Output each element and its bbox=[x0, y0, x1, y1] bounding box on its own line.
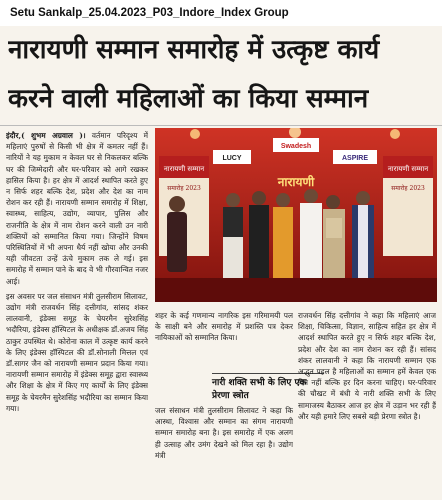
article-col2-bottom-text: जल संसाधन मंत्री तुलसीराम सिलावट ने कहा कि आस्था, विश्वास और सम्मान का संगम नारायणी सम्मान समारोह बना है। इस समारोह में एक अलग ही उत्साह और उमंग देखने को मिल रहा है। उद्योग मंत्री bbox=[155, 406, 293, 460]
article-guests-text: इस अवसर पर जल संसाधन मंत्री तुलसीराम सिलावट, उद्योग मंत्री राजवर्धन सिंह दत्तीगांव, सांसद शंकर लालवानी, इंडेक्स समूह के चेयरमैन सुरेशसिंह भदौरिया, इंडेक्स हॉस्पिटल के अधीक्षक डॉ.अजय सिंह ठाकुर उपस्थित थे। कोरोना काल में उत्कृष्ट कार्य करने के लिए इंडेक्स हॉस्पिटल की डॉ.सोनाली मित्तल एवं डॉ.सागर जैन को नारायणी सम्मान प्रदान किया गया। नारायणी सम्मान समारोह में इंडेक्स समूह द्वारा स्वास्थ्य और शिक्षा के क्षेत्र में किए गए कार्यों के लिए इंडेक्स समूह के चेयरमैन सुरेशसिंह भदौरिया का सम्मान किया गया। bbox=[6, 291, 148, 413]
article-col3-text: राजवर्धन सिंह दत्तीगांव ने कहा कि महिलाएं आज शिक्षा, चिकित्सा, विज्ञान, साहित्य सहित हर क्षेत्र में आदर्श स्थापित करते हुए न सिर्फ शहर बल्कि देश, प्रदेश और देश का नाम रोशन कर रही हैं। सांसद शंकर लालवानी ने कहा कि नारायणी सम्मान एक अद्भुत पहल है महिलाओं का सम्मान हमें केवल एक दिन नहीं बल्कि हर दिन करना चाहिए। घर-परिवार की चौखट में बंधी ये नारी शक्ति सभी के लिए सामाजस्य बैठाकर आज हर क्षेत्र में उड़ान भर रही हैं और यही हमारे लिए सबसे बड़ी प्रेरणा स्त्रोत है। bbox=[298, 311, 436, 421]
logo-center: Swadesh bbox=[280, 143, 312, 150]
banner-center-title: नारायणी bbox=[277, 175, 315, 189]
banner-left-subtitle: समारोह 2023 bbox=[167, 185, 201, 192]
article-column-2-bottom bbox=[155, 405, 293, 497]
headline-rule bbox=[0, 125, 442, 126]
logo-left: LUCY bbox=[222, 155, 242, 162]
headline-line-2: करने वाली महिलाओं का किया सम्मान bbox=[8, 84, 369, 114]
subheading: नारी शक्ति सभी के लिए एक प्रेरणा स्त्रोत bbox=[212, 373, 324, 403]
headline-line-1: नारायणी सम्मान समारोह में उत्कृष्ट कार्य bbox=[8, 35, 380, 65]
dateline: इंदौर,( शुभम अग्रवाल )। bbox=[6, 131, 86, 140]
page-header: Setu Sankalp_25.04.2023_P03_Indore_Index Group bbox=[0, 0, 442, 26]
article-column-3 bbox=[298, 310, 436, 497]
banner-left-title: नारायणी सम्मान bbox=[163, 165, 205, 173]
logo-right: ASPIRE bbox=[341, 155, 369, 162]
banner-right-title: नारायणी सम्मान bbox=[387, 165, 429, 173]
banner-right-subtitle: समारोह 2023 bbox=[391, 185, 425, 192]
article-column-1 bbox=[6, 130, 148, 496]
article-lead-text: वर्तमान परिदृश्य में महिलाएं पुरुषों से किसी भी क्षेत्र में कमतर नहीं हैं। नारियों ने यह मुकाम न केवल घर से निकलकर बल्कि घर की जिम्मेदारी और घर-परिवार को आगे रखकर हासिल किया है। हर क्षेत्र में आदर्श स्थापित करते हुए न सिर्फ शहर बल्कि देश, प्रदेश और देश का नाम रोशन कर रही हैं। नारायणी सम्मान समारोह में शिक्षा, स्वास्थ्य, साहित्य, उद्योग, व्यापार, पुलिस और राजनीति के क्षेत्र में नाम रोशन करने वाली उन नारी शक्तियों को सम्मानित किया गया। जिन्होंने विषम परिस्थितियों में भी अपना धैर्य नहीं खोया और उनकी यही जीवटता उन्हें ऊंचे मुकाम तक ले गई। इस समारोह में सम्मान पाने के बाद वे भी गौरवान्वित नजर आई। bbox=[6, 131, 148, 286]
article-column-2 bbox=[155, 310, 293, 370]
event-photo bbox=[155, 128, 437, 302]
article-col2-top-text: शहर के कई गणमान्य नागरिक इस गरिमामयी पल के साक्षी बने और समारोह में प्रशस्ति पत्र देकर नायिकाओं को सम्मानित किया। bbox=[155, 311, 293, 343]
